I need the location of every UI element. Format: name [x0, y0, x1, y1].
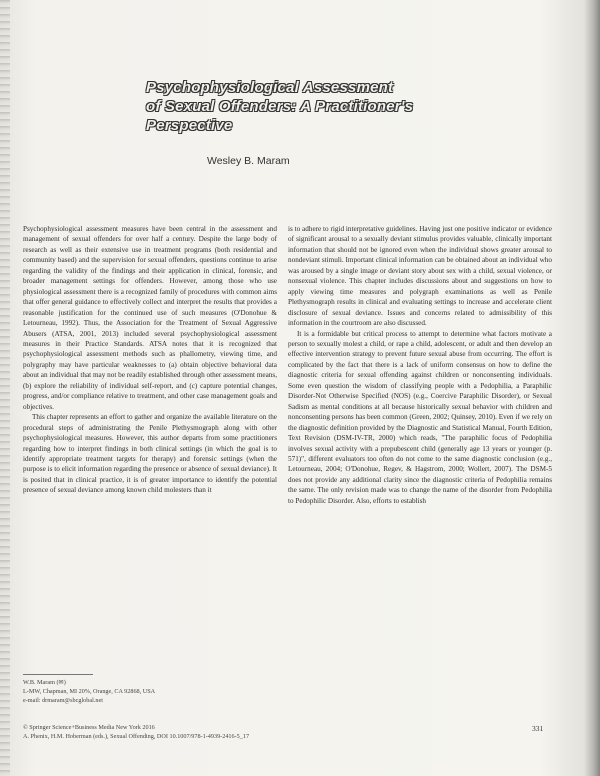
footnote-address: L-MW, Chapman, MI 20%, Orange, CA 92868, USA: [23, 687, 156, 695]
title-line-1: Psychophysiological Assessment: [146, 79, 394, 96]
right-paragraph-1: is to adhere to rigid interpretative guidelines. Having just one positive indicator or evidence of significant arousal to a sexually deviant stimulus provides valuable, clinically important information that should not be ignored even when the individual shows greater arousal to nondeviant stimuli. Important clinical information can be obtained about an individual who was aroused by a single image or deviant story about sex with a child, sexual violence, or nonsexual violence. This chapter includes discussions about and suggestions on how to apply viewing time measures and polygraph examinations as well as Penile Plethysmograph results in clinical and evaluating settings to increase and accelerate client disclosure of sexual deviance. Issues and concerns related to admissibility of this information in the courtroom are also discussed.: [288, 225, 552, 328]
author-footnote: [23, 679, 277, 705]
title-line-3: Perspective: [146, 117, 233, 134]
footer-copyright: © Springer Science+Business Media New York 2016: [23, 724, 155, 731]
left-paragraph-1: Psychophysiological assessment measures have been central in the assessment and management of sexual offenders for over half a century. Despite the large body of research as well as their extensive use in treatment programs (both residential and community based) and the supervision for sexual offenders, questions continue to arise regarding the validity of the findings and their application in clinical, forensic, and broader management settings for offenders. However, among those who use physiological assessment there is a recognized family of procedures with common aims that offer general guidance to effectively collect and interpret the results that provides a reasonable justification for the continued use of such measures (O'Donohue & Letourneau, 1992). Thus, the Association for the Treatment of Sexual Aggressive Abusers (ATSA, 2001, 2013) included several psychophysiological assessment measures in their Practice Standards. ATSA notes that it is recognized that psychophysiological assessment methods such as phallometry, viewing time, and polygraphy may have particular weaknesses to (a) obtain objective behavioral data about an individual that may not be readily established through other assessment means, (b) explore the reliability of individual self-report, and (c) capture potential changes, progress, and/or compliance relative to treatment, and other case management goals and objectives.: [23, 225, 277, 411]
footer-citation: A. Phenix, H.M. Hoberman (eds.), Sexual Offending, DOI 10.1007/978-1-4939-2416-5_17: [23, 733, 250, 740]
right-column: [288, 224, 552, 506]
page-footer: [23, 723, 563, 741]
left-column: [23, 224, 277, 496]
footnote-author: W.B. Maram (✉): [23, 679, 66, 686]
scan-edge: [0, 0, 10, 776]
chapter-title: [146, 78, 446, 135]
right-paragraph-2: It is a formidable but critical process to attempt to determine what factors motivate a person to sexually molest a child, or rape a child, adolescent, or adult and then develop an effective intervention strategy to prevent future sexual abuse from occurring. The effort is complicated by the fact that there is a lack of uniform consensus on how to define the diagnostic criteria for sexual offending against children or nonconsenting individuals. Some even question the wisdom of classifying people with a Pedophilia, a Paraphilic Disorder-Not Otherwise Specified (NOS) (e.g., Coercive Paraphilic Disorder), or Sexual Sadism as mental conditions at all because historically sexual behavior with children and nonconsenting persons has been common (Green, 2002; Quinsey, 2010). Even if we rely on the diagnostic definition provided by the Diagnostic and Statistical Manual, Fourth Edition, Text Revision (DSM-IV-TR, 2000) which reads, "The paraphilic focus of Pedophilia involves sexual activity with a prepubescent child (generally age 13 years or younger (p. 571)", different evaluators too often do not come to the same diagnostic conclusion (e.g., Letourneau, 2004; O'Donohue, Regev, & Hagstrom, 2000; Wollert, 2007). The DSM-5 does not provide any additional clarity since the diagnostic criteria of Pedophilia remains the same. The only revision made was to change the name of the disorder from Pedophilia to Pedophilic Disorder. Also, efforts to establish: [288, 329, 552, 505]
page-number: 331: [532, 724, 544, 733]
binding-shadow: [584, 0, 600, 776]
left-paragraph-2: This chapter represents an effort to gather and organize the available literature on the procedural steps of administrating the Penile Plethysmograph along with other psychophysiological measures. However, this author departs from some practitioners regarding how to interpret findings in both clinical settings (in which the goal is to identify appropriate treatment targets for therapy) and forensic settings (when the purpose is to elicit information regarding the presence or absence of sexual deviance). It is posited that in clinical practice, it is of greater importance to identify the potential presence of sexual deviance among known child molesters than it: [23, 413, 277, 495]
title-line-2: of Sexual Offenders: A Practitioner's: [146, 98, 414, 115]
footnote-divider: [23, 674, 93, 675]
footnote-email: e-mail: drmaram@sbcglobal.net: [23, 696, 103, 704]
author-name: Wesley B. Maram: [207, 155, 290, 167]
